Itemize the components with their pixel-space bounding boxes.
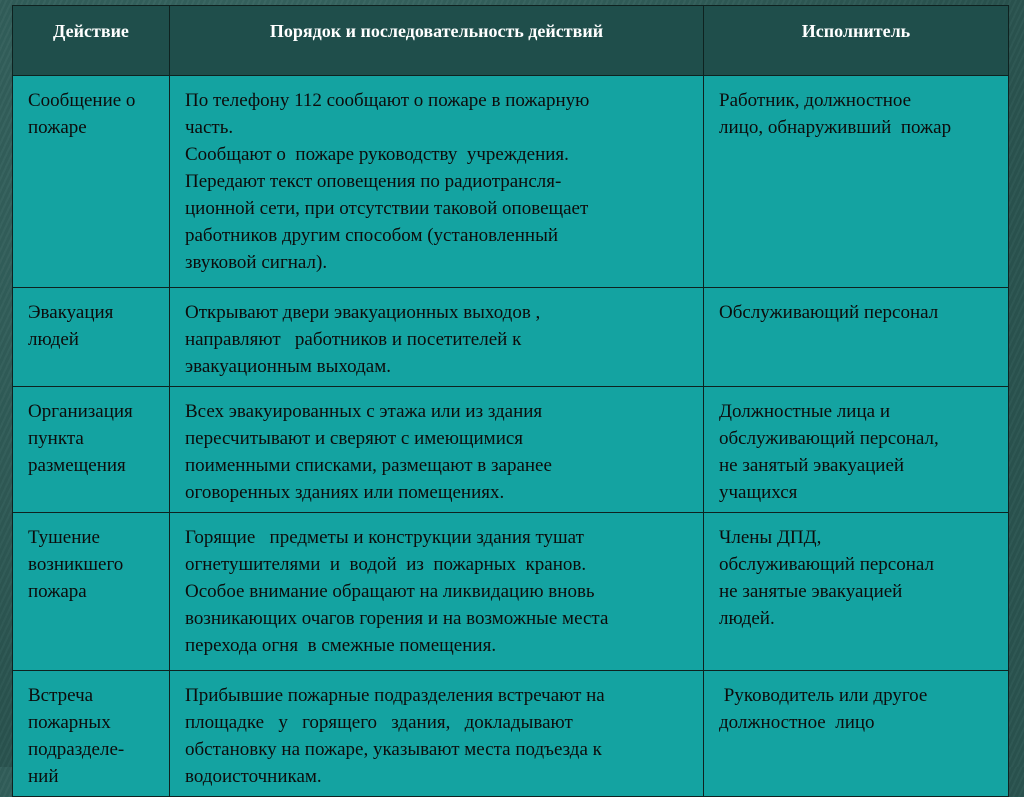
action-line: подразделе- <box>28 739 125 760</box>
executor-cell <box>704 513 1009 671</box>
executor-cell <box>704 288 1009 387</box>
procedure-line: возникающих очагов горения и на возможные места <box>185 608 609 629</box>
table-row <box>13 671 1009 797</box>
action-line: Организация <box>28 401 133 422</box>
executor-line: должностное лицо <box>719 712 875 733</box>
table-row <box>13 288 1009 387</box>
table-row <box>13 76 1009 288</box>
action-cell <box>13 76 170 288</box>
action-line: пожаре <box>28 117 87 138</box>
executor-line: не занятые эвакуацией <box>719 581 903 602</box>
procedure-line: обстановку на пожаре, указывают места подъезда к <box>185 739 602 760</box>
table-header-row <box>13 6 1009 76</box>
header-executor: Исполнитель <box>704 6 1009 76</box>
executor-cell <box>704 76 1009 288</box>
executor-line: учащихся <box>719 482 798 503</box>
executor-line: Руководитель или другое <box>719 685 928 706</box>
procedure-line: Передают текст оповещения по радиотрансля- <box>185 171 562 192</box>
procedure-cell <box>170 513 704 671</box>
executor-line: Должностные лица и <box>719 401 890 422</box>
procedure-line: ционной сети, при отсутствии таковой оповещает <box>185 198 589 219</box>
procedure-line: Всех эвакуированных с этажа или из здания <box>185 401 543 422</box>
action-line: пожара <box>28 581 87 602</box>
action-line: людей <box>28 329 79 350</box>
procedure-line: звуковой сигнал). <box>185 252 328 273</box>
procedure-line: площадке у горящего здания, докладывают <box>185 712 573 733</box>
procedure-cell <box>170 671 704 797</box>
action-cell <box>13 513 170 671</box>
table-row <box>13 513 1009 671</box>
executor-line: не занятый эвакуацией <box>719 455 905 476</box>
executor-line: Члены ДПД, <box>719 527 822 548</box>
procedure-line: Сообщают о пожаре руководству учреждения. <box>185 144 569 165</box>
procedure-line: По телефону 112 сообщают о пожаре в пожарную <box>185 90 590 111</box>
executor-line: лицо, обнаруживший пожар <box>719 117 952 138</box>
procedure-line: пересчитывают и сверяют с имеющимися <box>185 428 524 449</box>
executor-line: Работник, должностное <box>719 90 912 111</box>
action-cell <box>13 387 170 513</box>
action-line: Эвакуация <box>28 302 114 323</box>
procedure-line: эвакуационным выходам. <box>185 356 392 377</box>
executor-cell <box>704 387 1009 513</box>
procedure-line: часть. <box>185 117 234 138</box>
executor-line: людей. <box>719 608 775 629</box>
procedure-line: огнетушителями и водой из пожарных кранов. <box>185 554 587 575</box>
procedure-line: Горящие предметы и конструкции здания тушат <box>185 527 584 548</box>
procedure-line: Открывают двери эвакуационных выходов , <box>185 302 541 323</box>
header-procedure: Порядок и последовательность действий <box>170 6 704 76</box>
procedure-line: оговоренных зданиях или помещениях. <box>185 482 505 503</box>
procedure-cell <box>170 76 704 288</box>
action-line: Встреча <box>28 685 94 706</box>
table-row <box>13 387 1009 513</box>
procedure-cell <box>170 288 704 387</box>
action-line: Тушение <box>28 527 100 548</box>
action-line: возникшего <box>28 554 124 575</box>
header-action: Действие <box>13 6 170 76</box>
procedure-line: Прибывшие пожарные подразделения встречают на <box>185 685 605 706</box>
action-line: ний <box>28 766 59 787</box>
action-line: пункта <box>28 428 84 449</box>
procedure-line: работников другим способом (установленный <box>185 225 559 246</box>
executor-cell <box>704 671 1009 797</box>
procedure-line: водоисточникам. <box>185 766 322 787</box>
executor-line: обслуживающий персонал <box>719 554 934 575</box>
fire-actions-table <box>12 5 1009 797</box>
action-cell <box>13 288 170 387</box>
action-cell <box>13 671 170 797</box>
procedure-line: Особое внимание обращают на ликвидацию вновь <box>185 581 595 602</box>
procedure-cell <box>170 387 704 513</box>
procedure-line: направляют работников и посетителей к <box>185 329 522 350</box>
action-line: размещения <box>28 455 126 476</box>
executor-line: Обслуживающий персонал <box>719 302 939 323</box>
action-line: Сообщение о <box>28 90 136 111</box>
executor-line: обслуживающий персонал, <box>719 428 939 449</box>
action-line: пожарных <box>28 712 111 733</box>
procedure-line: поименными списками, размещают в заранее <box>185 455 552 476</box>
procedure-line: перехода огня в смежные помещения. <box>185 635 497 656</box>
